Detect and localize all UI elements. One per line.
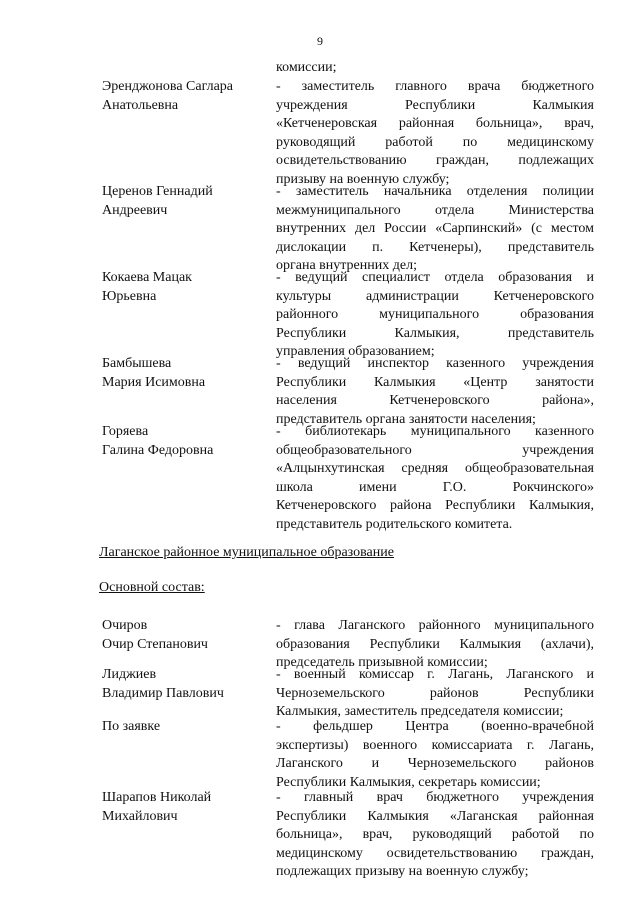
member-name-line: Мария Исимовна	[102, 374, 206, 390]
member-role-line: органа внутренних дел;	[276, 258, 417, 273]
member-role-line: Республики Калмыкия «Центр занятости	[276, 374, 594, 390]
member-role-line: общеобразовательного учреждения	[276, 442, 594, 458]
member-role-line: - ведущий специалист отдела образования и	[276, 270, 594, 285]
member-role-line: - ведущий инспектор казенного учреждения	[276, 356, 594, 371]
member-name-line: Горяева	[102, 424, 149, 439]
member-role-line: Черноземельского районов Республики	[276, 685, 594, 701]
desc-line: комиссии;	[276, 60, 337, 75]
member-role-line: представитель органа занятости населения;	[276, 411, 536, 427]
member-role	[276, 355, 594, 429]
subsection-title: Основной состав:	[99, 580, 205, 595]
member-name-line: Юрьевна	[102, 288, 157, 304]
member-role-line: призыву на военную службу;	[276, 171, 450, 187]
member-role-line: «Кетченеровская районная больница», врач,	[276, 116, 594, 131]
member-role-line: экспертизы) военного комиссариата г. Лагань,	[276, 737, 594, 753]
member-role	[276, 718, 594, 792]
member-name	[102, 269, 272, 306]
member-role-line: подлежащих призыву на военную службу;	[276, 864, 529, 879]
member-role-line: Лаганского и Черноземельского районов	[276, 756, 594, 771]
member-role-line: - глава Лаганского районного муниципального	[276, 618, 594, 633]
member-name-line: Церенов Геннадий	[102, 184, 213, 199]
member-name-line: Владимир Павлович	[102, 685, 224, 701]
member-role	[276, 269, 594, 362]
member-name-line: Очир Степанович	[102, 636, 208, 652]
member-name-line: Эренджонова Саглара	[102, 79, 234, 94]
member-role-line: больница», врач, руководящий работой по	[276, 827, 594, 842]
member-name-line: Шарапов Николай	[102, 790, 212, 805]
member-role-line: дислокации п. Кетченеры), представитель	[276, 239, 594, 255]
intro-tail	[276, 59, 594, 78]
member-role-line: учреждения Республики Калмыкия	[276, 97, 594, 113]
member-role	[276, 789, 594, 882]
member-role-line: - заместитель начальника отделения полиции	[276, 184, 594, 199]
member-name	[102, 355, 272, 392]
member-role-line: - библиотекарь муниципального казенного	[276, 424, 594, 439]
member-role-line: руководящий работой по медицинскому	[276, 134, 594, 150]
member-name-line: По заявке	[102, 719, 161, 734]
member-role	[276, 617, 594, 673]
member-name-line: Кокаева Мацак	[102, 270, 192, 285]
section-title: Лаганское районное муниципальное образование	[99, 545, 394, 560]
member-name	[102, 183, 272, 220]
page-number: 9	[317, 34, 323, 48]
member-role-line: Республики Калмыкия, секретарь комиссии;	[276, 774, 541, 790]
member-role-line: Калмыкия, заместитель председателя комиссии;	[276, 704, 564, 719]
member-role	[276, 666, 594, 722]
member-role-line: - фельдшер Центра (военно-врачебной	[276, 719, 594, 734]
member-role-line: управления образованием;	[276, 344, 435, 359]
member-role-line: - заместитель главного врача бюджетного	[276, 79, 594, 94]
member-role	[276, 183, 594, 276]
member-role-line: медицинскому освидетельствованию граждан,	[276, 845, 594, 861]
member-role-line: Республики Калмыкия «Лаганская районная	[276, 808, 594, 824]
member-name-line: Очиров	[102, 618, 148, 633]
member-name	[102, 78, 272, 115]
member-role-line: населения Кетченеровского района»,	[276, 393, 594, 408]
member-name-line: Анатольевна	[102, 97, 179, 113]
member-name	[102, 617, 272, 654]
member-name	[102, 423, 272, 460]
member-name-line: Лиджиев	[102, 667, 157, 682]
member-name	[102, 666, 272, 703]
member-role-line: Кетченеровского района Республики Калмыкия,	[276, 498, 594, 513]
member-role	[276, 423, 594, 534]
member-name-line: Галина Федоровна	[102, 442, 214, 458]
member-role-line: председатель призывной комиссии;	[276, 655, 488, 670]
member-role-line: «Алцынхутинская средняя общеобразовательная	[276, 461, 594, 476]
member-name-line: Михайлович	[102, 808, 178, 824]
member-name-line: Андреевич	[102, 202, 168, 218]
member-name	[102, 718, 272, 737]
member-role-line: представитель родительского комитета.	[276, 516, 513, 532]
member-role-line: освидетельствованию граждан, подлежащих	[276, 153, 594, 168]
member-role-line: внутренних дел России «Сарпинский» (с местом	[276, 221, 594, 236]
member-role-line: межмуниципального отдела Министерства	[276, 202, 594, 218]
member-role	[276, 78, 594, 189]
member-name-line: Бамбышева	[102, 356, 172, 371]
member-role-line: школа имени Г.О. Рокчинского»	[276, 479, 594, 495]
member-role-line: - военный комиссар г. Лагань, Лаганского и	[276, 667, 594, 682]
member-role-line: - главный врач бюджетного учреждения	[276, 790, 594, 805]
member-role-line: образования Республики Калмыкия (ахлачи),	[276, 636, 594, 652]
member-role-line: Республики Калмыкия, представитель	[276, 325, 594, 341]
member-name	[102, 789, 272, 826]
member-role-line: культуры администрации Кетченеровского	[276, 288, 594, 304]
member-role-line: районного муниципального образования	[276, 307, 594, 322]
